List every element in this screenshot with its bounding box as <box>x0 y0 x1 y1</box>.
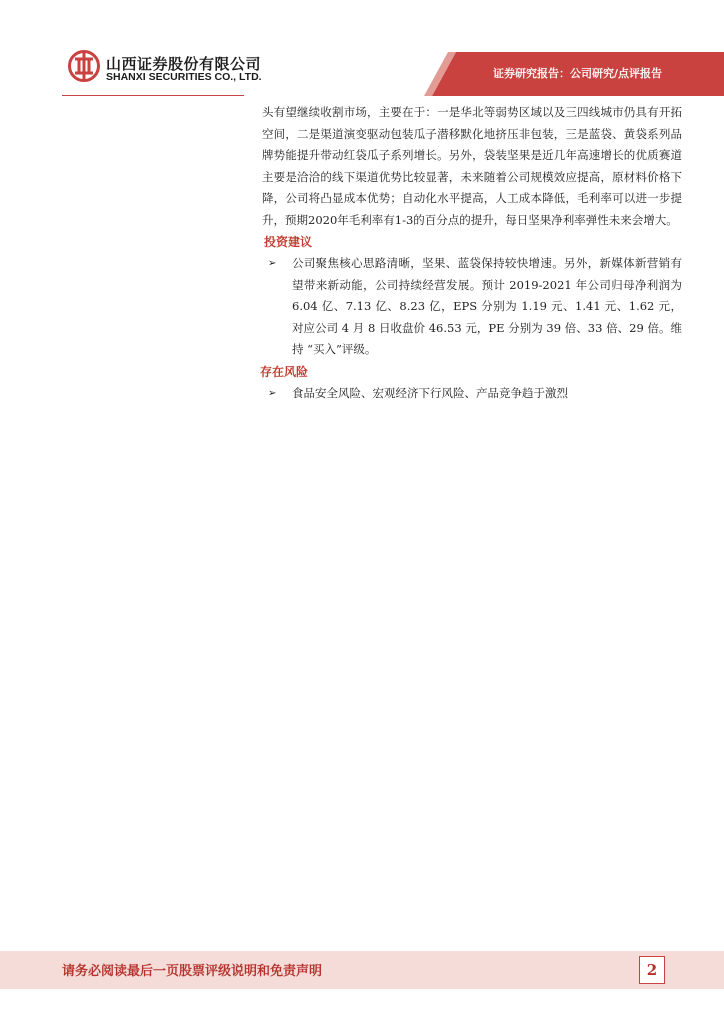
page-number: 2 <box>639 956 665 984</box>
disclaimer-notice: 请务必阅读最后一页股票评级说明和免责声明 <box>62 964 323 979</box>
bullet-arrow-icon: ➢ <box>268 387 277 399</box>
list-item <box>262 383 682 405</box>
shanxi-securities-logo-icon <box>68 50 100 82</box>
list-item <box>262 253 682 361</box>
intro-paragraph: 头有望继续收割市场，主要在于：一是华北等弱势区域以及三四线城市仍具有开拓空间，二是渠道演变驱动包装瓜子潜移默化地挤压非包装，三是蓝袋、黄袋系列品牌势能提升带动红袋瓜子系列增长。另外，袋装坚果是近几年高速增长的优质赛道主要是洽洽的线下渠道优势比较显著，未来随着公司规模效应提高，原材料价格下降，公司将凸显成本优势；自动化水平提高，人工成本降低，毛利率可以进一步提升，预期2020年毛利率有1-3的百分点的提升，每日坚果净利率弹性未来会增大。 <box>262 105 682 227</box>
section-title-investment-advice: 投资建议 <box>264 235 313 249</box>
page-header <box>0 0 724 100</box>
report-type-label: 证券研究报告：公司研究/点评报告 <box>492 67 662 80</box>
bullet-arrow-icon: ➢ <box>268 258 277 269</box>
bullet-text: 食品安全风险、宏观经济下行风险、产品竞争趋于激烈 <box>292 385 568 400</box>
company-name-cn: 山西证券股份有限公司 <box>106 55 262 73</box>
page-footer <box>0 951 724 989</box>
section-title-risks: 存在风险 <box>260 364 309 379</box>
header-divider <box>62 95 244 96</box>
company-name-en: SHANXI SECURITIES CO., LTD. <box>106 71 262 83</box>
report-content <box>262 102 682 404</box>
bullet-text: 公司聚焦核心思路清晰，坚果、蓝袋保持较快增速。另外，新媒体新营销有望带来新动能，公司持续经营发展。预计 2019-2021 年公司归母净利润为 6.04 亿、7.13 亿、8.23 亿，EPS 分别为 1.19 元、1.41 元、1.62 元，对应公司 4 月 8 日收盘价 46.53 元，PE 分别为 39 倍、33 倍、29 倍。维持 “买入”评级。 <box>292 256 682 356</box>
